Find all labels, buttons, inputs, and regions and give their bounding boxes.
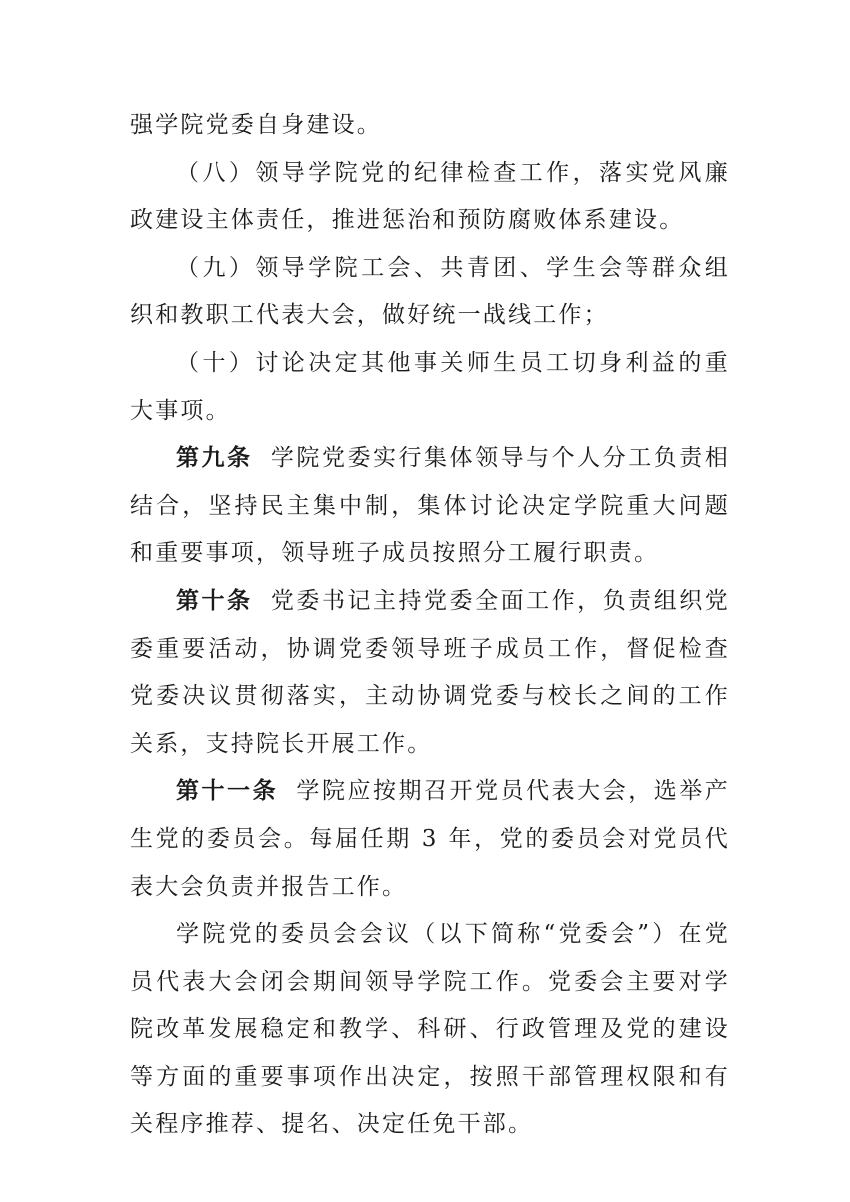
paragraph-text: 学院党的委员会会议（以下简称“党委会”）在党员代表大会闭会期间领导学院工作。党委会主要对学院改革发展稳定和教学、科研、行政管理及党的建设等方面的重要事项作出决定，按照干部管理权限和有关程序推荐、提名、决定任免干部。 — [130, 921, 730, 1138]
paragraph-text: 强学院党委自身建设。 — [130, 112, 382, 138]
paragraph-party-committee-meeting — [130, 911, 730, 1149]
article-text: 党委书记主持党委全面工作，负责组织党委重要活动，协调党委领导班子成员工作，督促检查党委决议贯彻落实，主动协调党委与校长之间的工作关系，支持院长开展工作。 — [130, 587, 730, 757]
article-10 — [130, 578, 730, 768]
paragraph-item-10 — [130, 340, 730, 435]
article-number: 第九条 — [176, 445, 253, 472]
paragraph-item-9 — [130, 245, 730, 340]
article-text: 学院应按期召开党员代表大会，选举产生党的委员会。每届任期 3 年，党的委员会对党员代表大会负责并报告工作。 — [130, 778, 730, 900]
article-text: 学院党委实行集体领导与个人分工负责相结合，坚持民主集中制，集体讨论决定学院重大问题和重要事项，领导班子成员按照分工履行职责。 — [130, 445, 730, 567]
article-number: 第十一条 — [176, 778, 279, 805]
article-11 — [130, 768, 730, 911]
paragraph-text: （八）领导学院党的纪律检查工作，落实党风廉政建设主体责任，推进惩治和预防腐败体系建设。 — [130, 159, 730, 234]
document-body — [130, 102, 730, 1149]
paragraph-text: （十）讨论决定其他事关师生员工切身利益的重大事项。 — [130, 349, 730, 424]
paragraph-item-8 — [130, 150, 730, 245]
paragraph-text: （九）领导学院工会、共青团、学生会等群众组织和教职工代表大会，做好统一战线工作； — [130, 254, 730, 329]
paragraph-continuation — [130, 102, 730, 150]
article-9 — [130, 435, 730, 578]
article-number: 第十条 — [176, 587, 253, 614]
